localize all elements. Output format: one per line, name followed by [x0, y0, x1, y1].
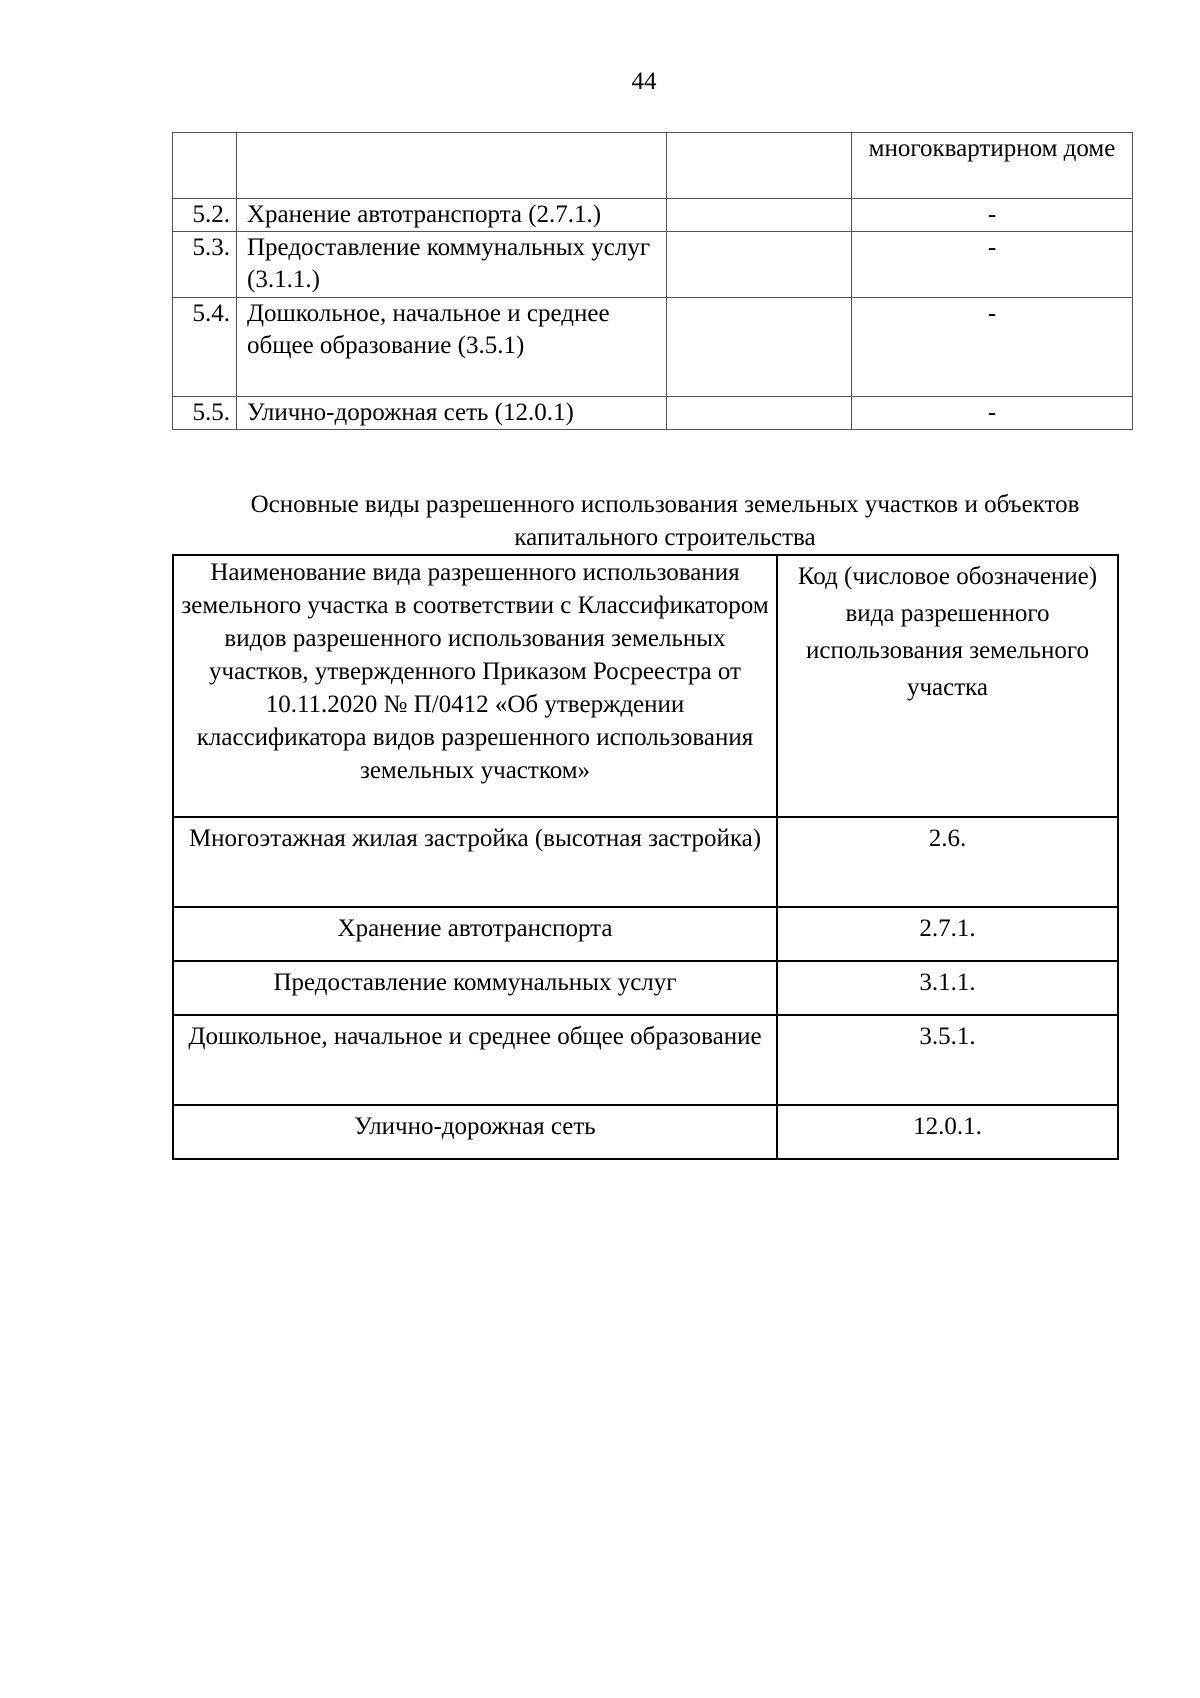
- use-code: 12.0.1.: [777, 1105, 1118, 1159]
- use-name: Хранение автотранспорта: [173, 907, 777, 961]
- section-heading: Основные виды разрешенного использования земельных участков и объектов капитального строительства: [250, 491, 1080, 551]
- use-code: 3.1.1.: [777, 961, 1118, 1015]
- continued-table: [172, 132, 1133, 430]
- row-col4: -: [852, 397, 1133, 430]
- row-col3: [667, 397, 852, 430]
- use-name: Дошкольное, начальное и среднее общее образование: [173, 1015, 777, 1105]
- row-name: Дошкольное, начальное и среднее общее образование (3.5.1): [237, 298, 667, 397]
- row-number: 5.3.: [173, 232, 237, 298]
- table-row: [173, 961, 1118, 1015]
- row-name: Предоставление коммунальных услуг (3.1.1.): [237, 232, 667, 298]
- row-number: [173, 133, 237, 199]
- row-col4: многоквартирном доме: [852, 133, 1133, 199]
- row-col3: [667, 298, 852, 397]
- row-col4: -: [852, 199, 1133, 232]
- row-number: 5.2.: [173, 199, 237, 232]
- table-row: [173, 232, 1133, 298]
- page-number: 44: [631, 68, 657, 95]
- row-name: Хранение автотранспорта (2.7.1.): [237, 199, 667, 232]
- use-code: 3.5.1.: [777, 1015, 1118, 1105]
- header-code: Код (числовое обозначение) вида разрешенного использования земельного участка: [777, 555, 1118, 817]
- row-col3: [667, 232, 852, 298]
- use-name: Улично-дорожная сеть: [173, 1105, 777, 1159]
- use-code: 2.7.1.: [777, 907, 1118, 961]
- table-row: [173, 133, 1133, 199]
- use-name: Многоэтажная жилая застройка (высотная застройка): [173, 817, 777, 907]
- table-row: [173, 907, 1118, 961]
- header-name: Наименование вида разрешенного использования земельного участка в соответствии с Классификатором видов разрешенного использования земельных участков, утвержденного Приказом Росреестра от 10.11.2020 № П/0412 «Об утверждении классификатора видов разрешенного использования земельных участком»: [173, 555, 777, 817]
- row-number: 5.4.: [173, 298, 237, 397]
- row-name: Улично-дорожная сеть (12.0.1): [237, 397, 667, 430]
- table-row: [173, 298, 1133, 397]
- row-col3: [667, 199, 852, 232]
- row-number: 5.5.: [173, 397, 237, 430]
- table-header-row: [173, 555, 1118, 817]
- row-col3: [667, 133, 852, 199]
- use-code: 2.6.: [777, 817, 1118, 907]
- use-name: Предоставление коммунальных услуг: [173, 961, 777, 1015]
- table-row: [173, 1105, 1118, 1159]
- table-row: [173, 817, 1118, 907]
- row-name: [237, 133, 667, 199]
- row-col4: -: [852, 232, 1133, 298]
- table-row: [173, 1015, 1118, 1105]
- permitted-use-table: [172, 554, 1119, 1160]
- row-col4: -: [852, 298, 1133, 397]
- table-row: [173, 199, 1133, 232]
- table-row: [173, 397, 1133, 430]
